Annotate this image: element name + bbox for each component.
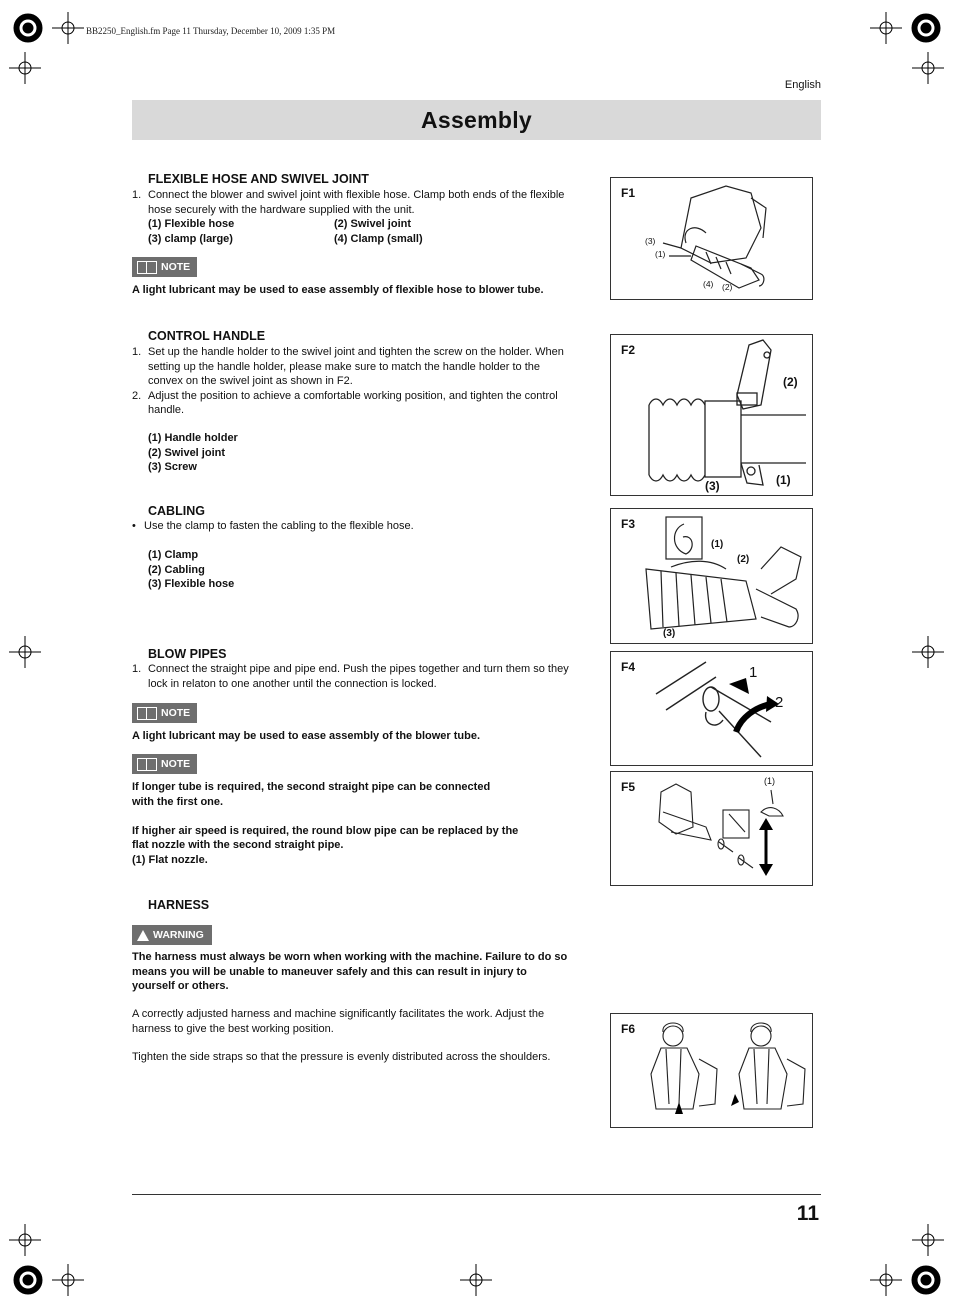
note-line: If higher air speed is required, the round blow pipe can be replaced by the xyxy=(132,824,519,837)
figure-label: F6 xyxy=(621,1022,636,1036)
callout: (3) xyxy=(705,479,720,493)
callout: (2) xyxy=(737,554,750,565)
step-text: Adjust the position to achieve a comfortable working position, and tighten the control handle. xyxy=(148,389,558,416)
bullet: • xyxy=(132,520,136,532)
cabling-clamp-illustration xyxy=(611,509,812,643)
callout: (2) xyxy=(783,375,798,389)
figure-label: F5 xyxy=(621,780,636,794)
part-label: (1) Clamp xyxy=(148,549,199,561)
harness-para: A correctly adjusted harness and machine significantly facilitates the work. Adjust the harness to give the best working position. xyxy=(132,1008,545,1035)
harness-illustration xyxy=(611,1014,812,1127)
handle-heading: CONTROL HANDLE xyxy=(148,329,266,343)
note-line: (1) Flat nozzle. xyxy=(132,853,208,866)
harness-heading: HARNESS xyxy=(148,898,210,912)
flat-nozzle-illustration xyxy=(611,772,812,885)
callout: (2) xyxy=(722,282,733,292)
step-number: 2. xyxy=(132,389,142,402)
note-badge xyxy=(132,703,197,723)
figure-label: F1 xyxy=(621,186,636,200)
note-text xyxy=(132,780,518,867)
figure-f2 xyxy=(610,334,813,496)
warning-text: The harness must always be worn when working with the machine. Failure to do so means you will be unable to maneuver safely and this can result in injury to yourself or others. xyxy=(132,951,568,992)
crosshair-icon xyxy=(52,1264,84,1296)
hose-heading: FLEXIBLE HOSE AND SWIVEL JOINT xyxy=(148,172,369,186)
part-label: (2) Swivel joint xyxy=(334,218,412,230)
part-label: (1) Handle holder xyxy=(148,432,238,444)
note-line: If longer tube is required, the second straight pipe can be connected xyxy=(132,781,491,793)
callout: (1) xyxy=(655,249,666,259)
step-text: Set up the handle holder to the swivel joint and tighten the screw on the holder. When setting up the handle holder, please make sure to match the handle holder to the convex on the swivel joint as shown in F2. xyxy=(148,346,564,387)
note-label: NOTE xyxy=(161,261,191,273)
handle-parts xyxy=(148,431,238,475)
starburst-icon xyxy=(912,1266,940,1294)
note-label: NOTE xyxy=(161,758,191,770)
warning-label: WARNING xyxy=(153,929,204,941)
warning-badge xyxy=(132,925,212,945)
starburst-icon xyxy=(912,14,940,42)
starburst-icon xyxy=(14,14,42,42)
page-number: 11 xyxy=(796,1202,819,1225)
part-label: (2) Cabling xyxy=(148,563,205,576)
figure-f1 xyxy=(610,177,813,300)
crosshair-icon xyxy=(52,12,84,44)
part-label: (4) Clamp (small) xyxy=(334,232,423,245)
callout: (3) xyxy=(663,628,676,639)
footer-rule xyxy=(132,1194,821,1195)
crosshair-icon xyxy=(9,52,41,84)
language-label: English xyxy=(784,79,821,91)
cabling-parts xyxy=(148,548,234,592)
note-text: A light lubricant may be used to ease assembly of the blower tube. xyxy=(132,730,481,742)
step-number: 1. xyxy=(132,346,142,358)
page-title-banner xyxy=(132,100,821,140)
callout: (1) xyxy=(764,776,775,786)
callout: (1) xyxy=(711,539,724,550)
figure-label: F3 xyxy=(621,517,636,531)
pipes-step xyxy=(132,662,572,691)
crosshair-icon xyxy=(912,52,944,84)
figure-label: F4 xyxy=(621,660,636,674)
note-line: flat nozzle with the second straight pipe. xyxy=(132,839,344,851)
pipes-heading: BLOW PIPES xyxy=(148,647,227,661)
starburst-icon xyxy=(14,1266,42,1294)
step-number: 1. xyxy=(132,189,142,201)
part-label: (3) Screw xyxy=(148,461,197,473)
figure-f3 xyxy=(610,508,813,644)
callout: (1) xyxy=(776,473,791,487)
figure-f4 xyxy=(610,651,813,766)
crosshair-icon xyxy=(9,1224,41,1256)
cabling-heading: CABLING xyxy=(148,504,205,518)
book-icon xyxy=(137,261,157,274)
crosshair-icon xyxy=(460,1264,492,1296)
note-badge xyxy=(132,257,197,277)
note-badge xyxy=(132,754,197,774)
print-info: BB2250_English.fm Page 11 Thursday, December 10, 2009 1:35 PM xyxy=(86,26,336,36)
part-label: (3) Flexible hose xyxy=(148,578,235,590)
crosshair-icon xyxy=(9,636,41,668)
part-label: (1) Flexible hose xyxy=(148,218,235,230)
callout: (4) xyxy=(703,279,714,289)
part-label: (2) Swivel joint xyxy=(148,446,226,459)
figure-label: F2 xyxy=(621,343,636,357)
callout: (3) xyxy=(645,236,656,246)
cabling-bullet xyxy=(132,519,572,534)
crosshair-icon xyxy=(870,12,902,44)
step-number: 1. xyxy=(132,663,142,675)
step-text: Connect the blower and swivel joint with flexible hose. Clamp both ends of the flexible hose securely with the hardware supplied with the unit. xyxy=(148,189,565,216)
figure-f6 xyxy=(610,1013,813,1128)
book-icon xyxy=(137,707,157,720)
crosshair-icon xyxy=(912,1224,944,1256)
note-text: A light lubricant may be used to ease assembly of flexible hose to blower tube. xyxy=(132,284,544,296)
hose-step xyxy=(132,188,572,246)
callout: 1 xyxy=(749,664,758,681)
crosshair-icon xyxy=(912,636,944,668)
figure-f5 xyxy=(610,771,813,886)
book-icon xyxy=(137,758,157,771)
handle-steps xyxy=(132,345,572,418)
note-label: NOTE xyxy=(161,707,191,719)
page-title: Assembly xyxy=(420,106,533,133)
crosshair-icon xyxy=(870,1264,902,1296)
warning-icon xyxy=(137,930,149,941)
part-label: (3) clamp (large) xyxy=(148,232,233,245)
harness-para: Tighten the side straps so that the pressure is evenly distributed across the shoulders. xyxy=(132,1051,551,1063)
step-text: Connect the straight pipe and pipe end. Push the pipes together and turn them so they lock in relaton to one another until the connection is locked. xyxy=(148,663,569,690)
bullet-text: Use the clamp to fasten the cabling to the flexible hose. xyxy=(144,520,414,532)
note-line xyxy=(132,809,518,824)
note-line: with the first one. xyxy=(132,795,224,808)
callout: 2 xyxy=(775,694,784,711)
handle-holder-illustration xyxy=(611,335,812,495)
